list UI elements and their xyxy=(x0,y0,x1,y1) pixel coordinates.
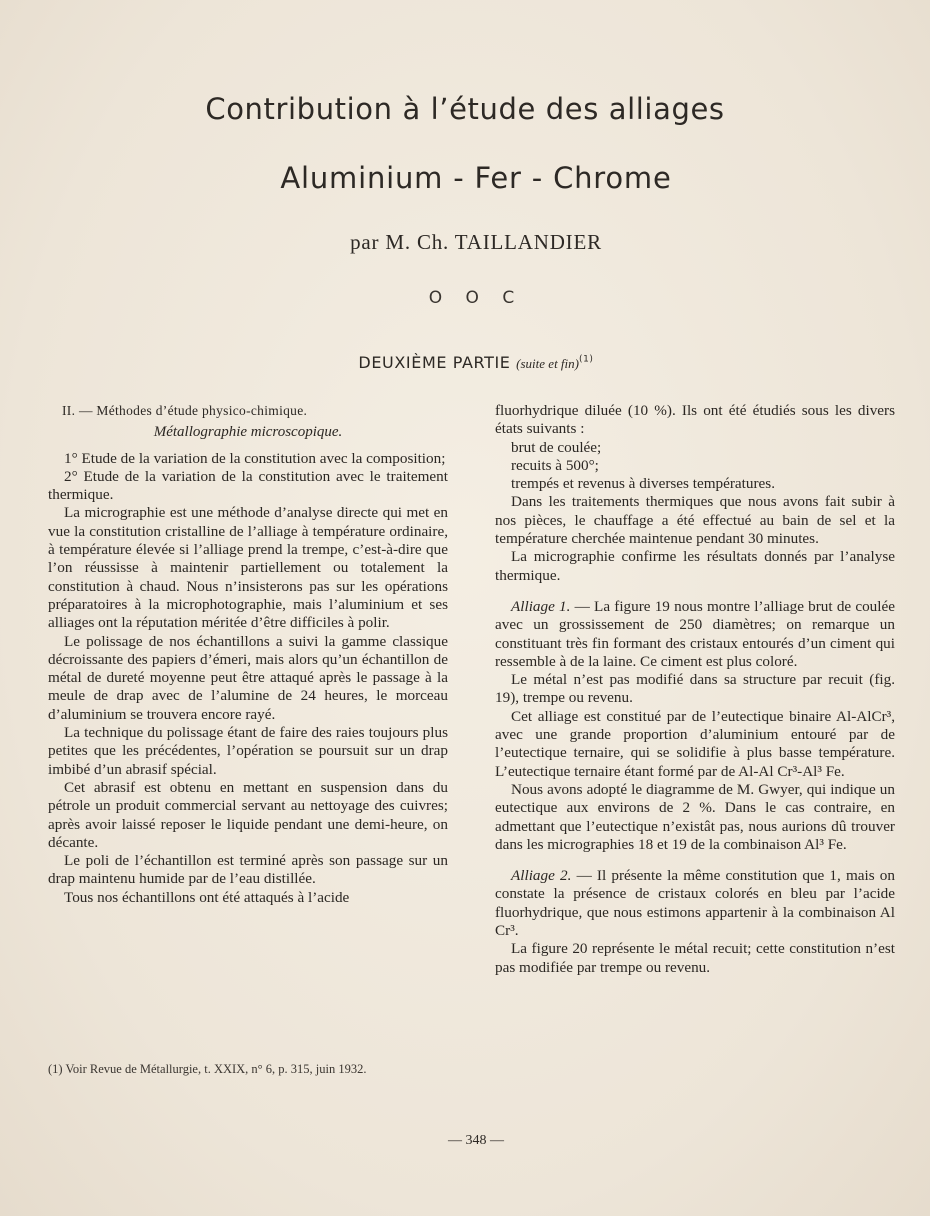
part-heading xyxy=(0,353,930,372)
ornament-divider: O O C xyxy=(428,288,524,308)
paragraph: Le polissage de nos échantillons a suivi la gamme classique décroissante des papiers d’émeri, mais alors qu’un échantillon de métal de dureté moyenne peut être attaqué après le passage à la meule de drap avec de l’alumine de 24 heures, le morceau d’aluminium se trouvera encore rayé. xyxy=(48,632,448,723)
paragraph: fluorhydrique diluée (10 %). Ils ont été étudiés sous les divers états suivants : xyxy=(495,402,895,438)
list-item: brut de coulée; xyxy=(511,438,602,456)
paragraph: 2° Etude de la variation de la constitution avec le traitement thermique. xyxy=(48,467,448,504)
subsection-title: Métallographie microscopique. xyxy=(153,424,343,441)
footnote: (1) Voir Revue de Métallurgie, t. XXIX, n° 6, p. 315, juin 1932. xyxy=(48,1062,367,1076)
paragraph: Cet alliage est constitué par de l’eutectique binaire Al-AlCr³, avec une grande proportion d’aluminium entouré par de l’eutectique ternaire, qui se solidifie à plus basse température. L’eutectique ternaire étant formé par de Al-Al Cr³-Al³ Fe. xyxy=(495,707,895,780)
alloy-text: — La figure 19 nous montre l’alliage brut de coulée avec un grossissement de 250 diamètres; on remarque un constituant très fin formant des cristaux entourés d’un ciment qui ressemble à de la laine. Ce ciment est plus coloré. xyxy=(495,597,895,670)
article-title-line2: Aluminium - Fer - Chrome xyxy=(280,161,672,195)
paragraph: Tous nos échantillons ont été attaqués à l’acide xyxy=(64,888,350,906)
section-title: II. — Méthodes d’étude physico-chimique. xyxy=(62,403,308,418)
paragraph: La figure 20 représente le métal recuit; cette constitution n’est pas modifiée par trempe ou revenu. xyxy=(495,940,895,976)
list-item: trempés et revenus à diverses températures. xyxy=(511,475,775,493)
paragraph: Nous avons adopté le diagramme de M. Gwyer, qui indique un eutectique aux environs de 2 %. Dans le cas contraire, en admettant que l’eutectique n’existât pas, nous aurions dû trouver dans les micrographies 18 et 19 de la combinaison Al³ Fe. xyxy=(495,780,895,853)
paragraph-alloy-2 xyxy=(495,867,895,940)
author-initial: Ch. xyxy=(416,230,450,254)
right-column xyxy=(495,402,895,977)
author-name: TAILLANDIER xyxy=(454,230,602,254)
part-label: DEUXIÈME PARTIE xyxy=(358,353,511,372)
paragraph-alloy-1 xyxy=(495,598,895,671)
alloy-label: Alliage 1. xyxy=(511,597,571,615)
article-title-line1: Contribution à l’étude des alliages xyxy=(205,92,725,126)
list-item: recuits à 500°; xyxy=(511,456,599,474)
paragraph: Le poli de l’échantillon est terminé après son passage sur un drap maintenu humide par de l’eau distillée. xyxy=(48,852,448,888)
paragraph: La technique du polissage étant de faire des raies toujours plus petites que les précédentes, l’opération se poursuit sur un drap imbibé d’un abrasif spécial. xyxy=(48,724,448,778)
page-number: — 348 — xyxy=(448,1133,504,1148)
author-line xyxy=(0,230,930,255)
alloy-text: — Il présente la même constitution que 1, mais on constate la présence de cristaux colorés en bleu par l’acide fluorhydrique, que nous estimons appartenir à la combinaison Al Cr³. xyxy=(495,867,895,940)
part-suite: (suite et fin) xyxy=(516,356,579,371)
footnote-ref: (1) xyxy=(579,354,594,365)
alloy-label: Alliage 2. xyxy=(511,867,572,885)
paragraph: Cet abrasif est obtenu en mettant en suspension dans du pétrole un produit commercial servant au nettoyage des cuivres; après avoir laissé reposer le liquide pendant une demi-heure, on décante. xyxy=(48,778,448,851)
author-prefix: par M. xyxy=(350,230,411,254)
paragraph: 1° Etude de la variation de la constitution avec la composition; xyxy=(64,449,446,467)
paragraph: La micrographie est une méthode d’analyse directe qui met en vue la constitution cristalline de l’alliage à température ordinaire, à température élevée si l’alliage prend la trempe, c’est-à-dire que l’on réussisse à maintenir partiellement ou totalement la constitution à chaud. Nous n’insisterons pas sur les opérations préparatoires à la microphotographie, mais l’aluminium et ses alliages ont la réputation méritée d’être difficiles à polir. xyxy=(48,504,448,632)
paragraph: La micrographie confirme les résultats donnés par l’analyse thermique. xyxy=(495,548,895,584)
paragraph: Le métal n’est pas modifié dans sa structure par recuit (fig. 19), trempe ou revenu. xyxy=(495,671,895,707)
paragraph: Dans les traitements thermiques que nous avons fait subir à nos pièces, le chauffage a été effectué au bain de sel et la température cherchée maintenue pendant 30 minutes. xyxy=(495,493,895,548)
left-column xyxy=(48,402,448,907)
